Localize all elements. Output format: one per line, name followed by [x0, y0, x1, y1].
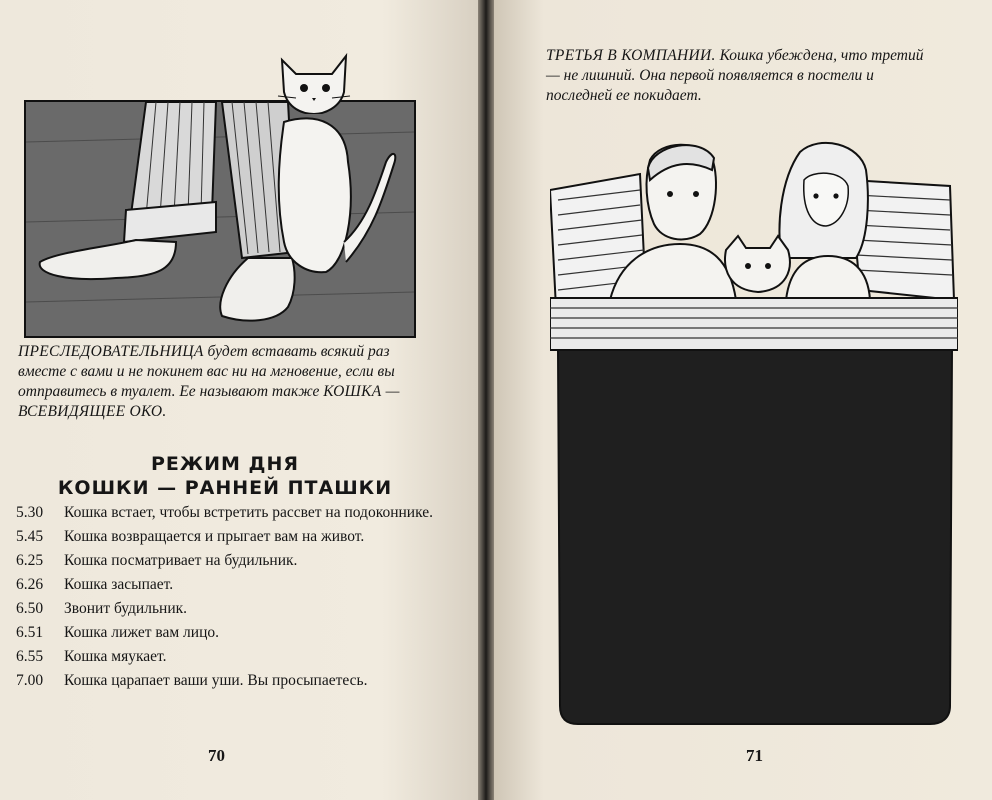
schedule-list: [16, 503, 446, 695]
schedule-item: [16, 551, 446, 571]
schedule-time: 6.26: [16, 576, 44, 593]
schedule-time: 5.45: [16, 528, 44, 545]
schedule-time: 7.00: [16, 672, 44, 689]
left-caption-lead: ПРЕСЛЕДОВАТЕЛЬНИЦА: [18, 343, 204, 360]
book-gutter: [478, 0, 494, 800]
schedule-item: [16, 599, 446, 619]
schedule-text: Кошка встает, чтобы встретить рассвет на подоконнике.: [64, 504, 433, 521]
cat-in-bed-illustration: [550, 140, 958, 726]
schedule-time: 6.50: [16, 600, 44, 617]
schedule-text: Кошка посматривает на будильник.: [64, 552, 298, 569]
right-caption: [546, 46, 926, 106]
left-page-number: 70: [208, 746, 225, 765]
schedule-text: Кошка возвращается и прыгает вам на живот.: [64, 528, 365, 545]
left-caption: [18, 342, 438, 422]
left-page: [0, 0, 478, 800]
schedule-item: [16, 647, 446, 667]
right-page-number: 71: [746, 746, 763, 765]
schedule-heading-line1: РЕЖИМ ДНЯ: [150, 453, 300, 475]
schedule-text: Звонит будильник.: [64, 600, 188, 617]
schedule-text: Кошка засыпает.: [64, 576, 174, 593]
schedule-text: Кошка мяукает.: [64, 648, 167, 665]
cat-following-legs-illustration: [24, 100, 416, 338]
right-caption-body: Кошка убеждена, что третий — не лишний. Она первой появляется в постели и последней ее покидает.: [546, 47, 924, 104]
cat-head-icon: [274, 52, 354, 114]
schedule-item: [16, 671, 446, 691]
schedule-time: 6.25: [16, 552, 44, 569]
schedule-text: Кошка царапает ваши уши. Вы просыпаетесь.: [64, 672, 368, 689]
schedule-time: 6.51: [16, 624, 44, 641]
schedule-heading: [40, 452, 410, 500]
left-caption-tail: КОШКА — ВСЕВИДЯЩЕЕ ОКО.: [18, 383, 400, 420]
schedule-item: [16, 575, 446, 595]
schedule-text: Кошка лижет вам лицо.: [64, 624, 219, 641]
schedule-item: [16, 503, 446, 523]
schedule-time: 5.30: [16, 504, 44, 521]
right-caption-lead: ТРЕТЬЯ В КОМПАНИИ.: [546, 47, 716, 64]
schedule-time: 6.55: [16, 648, 44, 665]
schedule-heading-line2: КОШКИ — РАННЕЙ ПТАШКИ: [57, 477, 393, 499]
right-page: [494, 0, 992, 800]
schedule-item: [16, 527, 446, 547]
left-caption-body: будет вставать всякий раз вместе с вами и не покинет вас ни на мгновение, если вы отправитесь в туалет. Ее называют также: [18, 343, 395, 400]
schedule-item: [16, 623, 446, 643]
